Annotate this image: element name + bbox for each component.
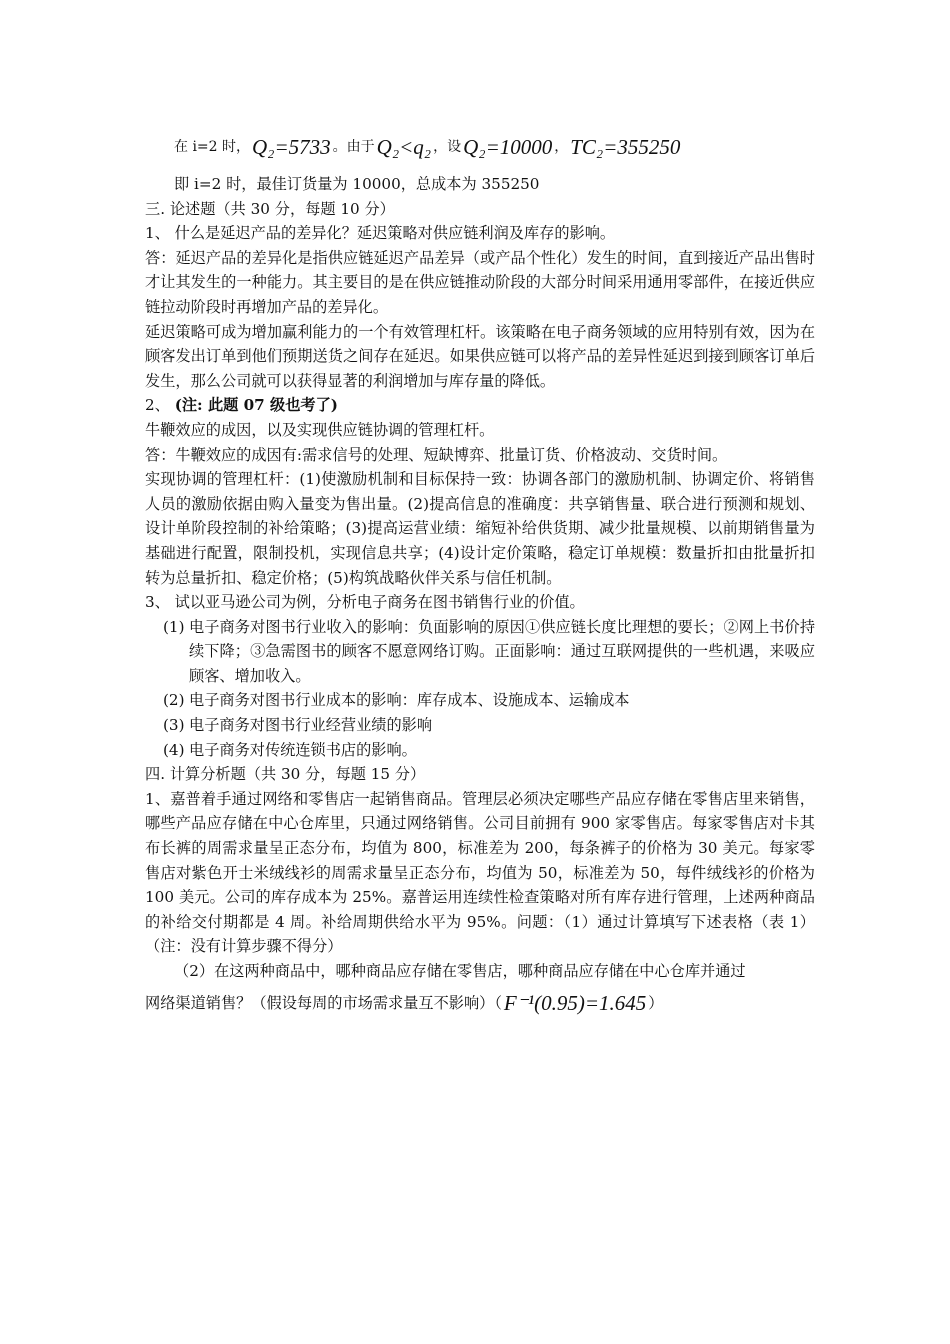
question1-title: 1、 什么是延迟产品的差异化？延迟策略对供应链利润及库存的影响。 [145,224,616,243]
question2-heading [145,393,815,418]
formula-prefix: 在 i=2 时， [174,139,251,156]
question1-answer-part1: 答：延迟产品的差异化是指供应链延迟产品差异（或产品个性化）发生的时间，直到接近产品出售时才让其发生的一种能力。其主要目的是在供应链推动阶段的大部分时间采用通用零部件，在接近供应链拉动阶段时再增加产品的差异化。 [145,248,815,316]
question1-answer-part2: 延迟策略可成为增加赢利能力的一个有效管理杠杆。该策略在电子商务领域的应用特别有效，因为在顾客发出订单到他们预期送货之间存在延迟。如果供应链可以将产品的差异性延迟到接到顾客订单后发生，那么公司就可以获得显著的利润增加与库存量的降低。 [145,322,815,390]
formula-mid: 。由于 [332,139,375,156]
question2-number: 2、 [145,396,170,415]
section3-title: 三. 论述题（共 30 分，每题 10 分） [145,199,395,218]
formula-comma: ， [554,139,569,156]
formula-set: ，设 [433,139,462,156]
formula-inequality: Q₂<q₂ [376,135,432,160]
question2-title: 牛鞭效应的成因，以及实现供应链协调的管理杠杆。 [145,420,495,439]
calc1-question2-line1: （2）在这两种商品中，哪种商品应存储在零售店，哪种商品应存储在中心仓库并通过 [174,962,746,980]
formula-q2-set: Q₂=10000 [463,135,553,160]
calc1-close-paren: ） [648,994,664,1012]
result-line: 即 i=2 时，最佳订货量为 10000，总成本为 355250 [174,175,540,193]
formula-q2-value: Q₂=5733 [252,135,331,160]
list-item-number: (4) [163,740,185,759]
section4-title: 四. 计算分析题（共 30 分，每题 15 分） [145,765,426,784]
list-item [145,738,815,763]
question3-title: 3、 试以亚马逊公司为例，分析电子商务在图书销售行业的价值。 [145,593,585,612]
calc1-question2-line2 [145,984,815,1016]
calc1-question2-text: 网络渠道销售？（假设每周的市场需求量互不影响）（ [145,994,502,1012]
question2-note: (注: 此题 07 级也考了) [174,396,338,415]
list-item-text: 电子商务对图书行业成本的影响：库存成本、设施成本、运输成本 [189,691,630,710]
document-body [145,118,815,1016]
list-item-number: (3) [163,716,185,735]
list-item-text: 电子商务对传统连锁书店的影响。 [189,740,417,759]
calc1-formula: F⁻¹(0.95)=1.645 [503,991,647,1015]
question2-answer-part1: 答：牛鞭效应的成因有:需求信号的处理、短缺博弈、批量订货、价格波动、交货时间。 [145,445,728,464]
list-item-text: 电子商务对图书行业收入的影响：负面影响的原因①供应链长度比理想的要长；②网上书价持续下降；③急需图书的顾客不愿意网络订购。正面影响：通过互联网提供的一些机遇，来吸应顾客、增加收入。 [189,617,815,685]
list-item-number: (2) [163,691,185,710]
formula-line [145,118,815,160]
question2-answer-part2: 实现协调的管理杠杆：(1)使激励机制和目标保持一致：协调各部门的激励机制、协调定价、将销售人员的激励依据由购入量变为售出量。(2)提高信息的准确度：共享销售量、联合进行预测和规划、设计单阶段控制的补给策略；(3)提高运营业绩：缩短补给供货期、减少批量规模、以前期销售量为基础进行配置，限制投机，实现信息共享；(4)设计定价策略，稳定订单规模：数量折扣由批量折扣转为总量折扣、稳定价格；(5)构筑战略伙伴关系与信任机制。 [145,470,815,587]
calc1-text: 1、嘉普着手通过网络和零售店一起销售商品。管理层必须决定哪些产品应存储在零售店里来销售，哪些产品应存储在中心仓库里，只通过网络销售。公司目前拥有 900 家零售店。每家零售店对卡其布长裤的周需求量呈正态分布，均值为 800，标准差为 200，每条裤子的价格为 30 美元。每家零售店对紫色开士米绒线衫的周需求量呈正态分布，均值为 50，标准差为 50，每件绒线衫的价格为 100 美元。公司的库存成本为 25%。嘉普运用连续性检查策略对所有库存进行管理，上述两种商品的补给交付期都是 4 周。补给周期供给水平为 95%。问题：（1）通过计算填写下述表格（表 1）（注：没有计算步骤不得分） [145,789,815,956]
formula-tc2: TC₂=355250 [570,135,681,160]
list-item [145,688,815,713]
list-item [145,615,815,689]
list-item-number: (1) [163,617,185,636]
list-item [145,713,815,738]
list-item-text: 电子商务对图书行业经营业绩的影响 [189,716,432,735]
